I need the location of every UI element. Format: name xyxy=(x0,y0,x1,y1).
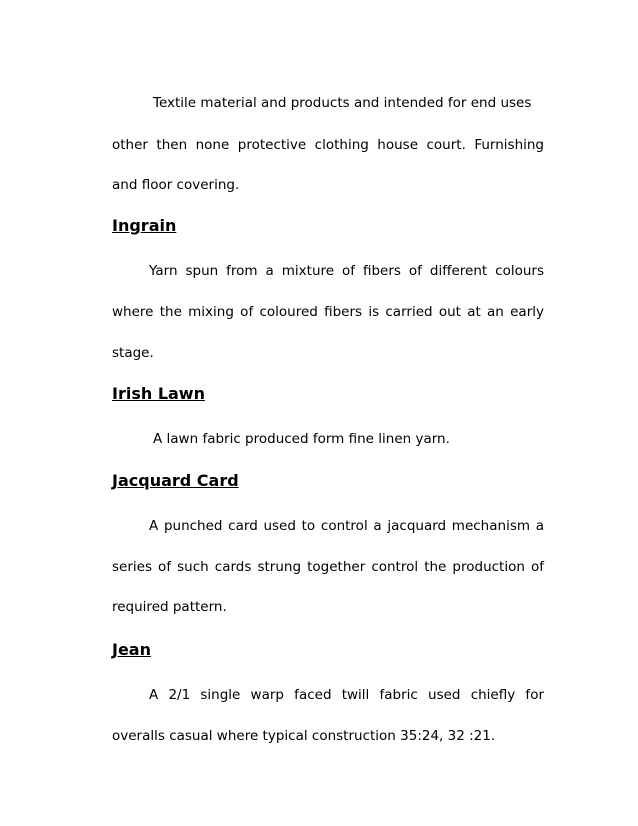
heading-jacquard-card: Jacquard Card xyxy=(112,471,239,490)
jacquard-card-line-1: A punched card used to control a jacquard mechanism a xyxy=(149,518,544,534)
jean-line-1: A 2/1 single warp faced twill fabric used chiefly for xyxy=(149,687,544,703)
intro-line-2: other then none protective clothing house court. Furnishing xyxy=(112,137,544,153)
irish-lawn-line-1: A lawn fabric produced form fine linen yarn. xyxy=(153,431,450,447)
heading-irish-lawn: Irish Lawn xyxy=(112,384,205,403)
ingrain-line-3: stage. xyxy=(112,345,154,361)
ingrain-line-1: Yarn spun from a mixture of fibers of different colours xyxy=(149,263,544,279)
heading-jean: Jean xyxy=(112,640,151,659)
jean-line-2: overalls casual where typical construction 35:24, 32 :21. xyxy=(112,728,496,744)
jacquard-card-line-3: required pattern. xyxy=(112,599,227,615)
jacquard-card-line-2: series of such cards strung together control the production of xyxy=(112,559,544,575)
intro-line-1: Textile material and products and intended for end uses xyxy=(153,95,532,111)
heading-ingrain: Ingrain xyxy=(112,216,177,235)
intro-line-3: and floor covering. xyxy=(112,177,240,193)
ingrain-line-2: where the mixing of coloured fibers is carried out at an early xyxy=(112,304,544,320)
